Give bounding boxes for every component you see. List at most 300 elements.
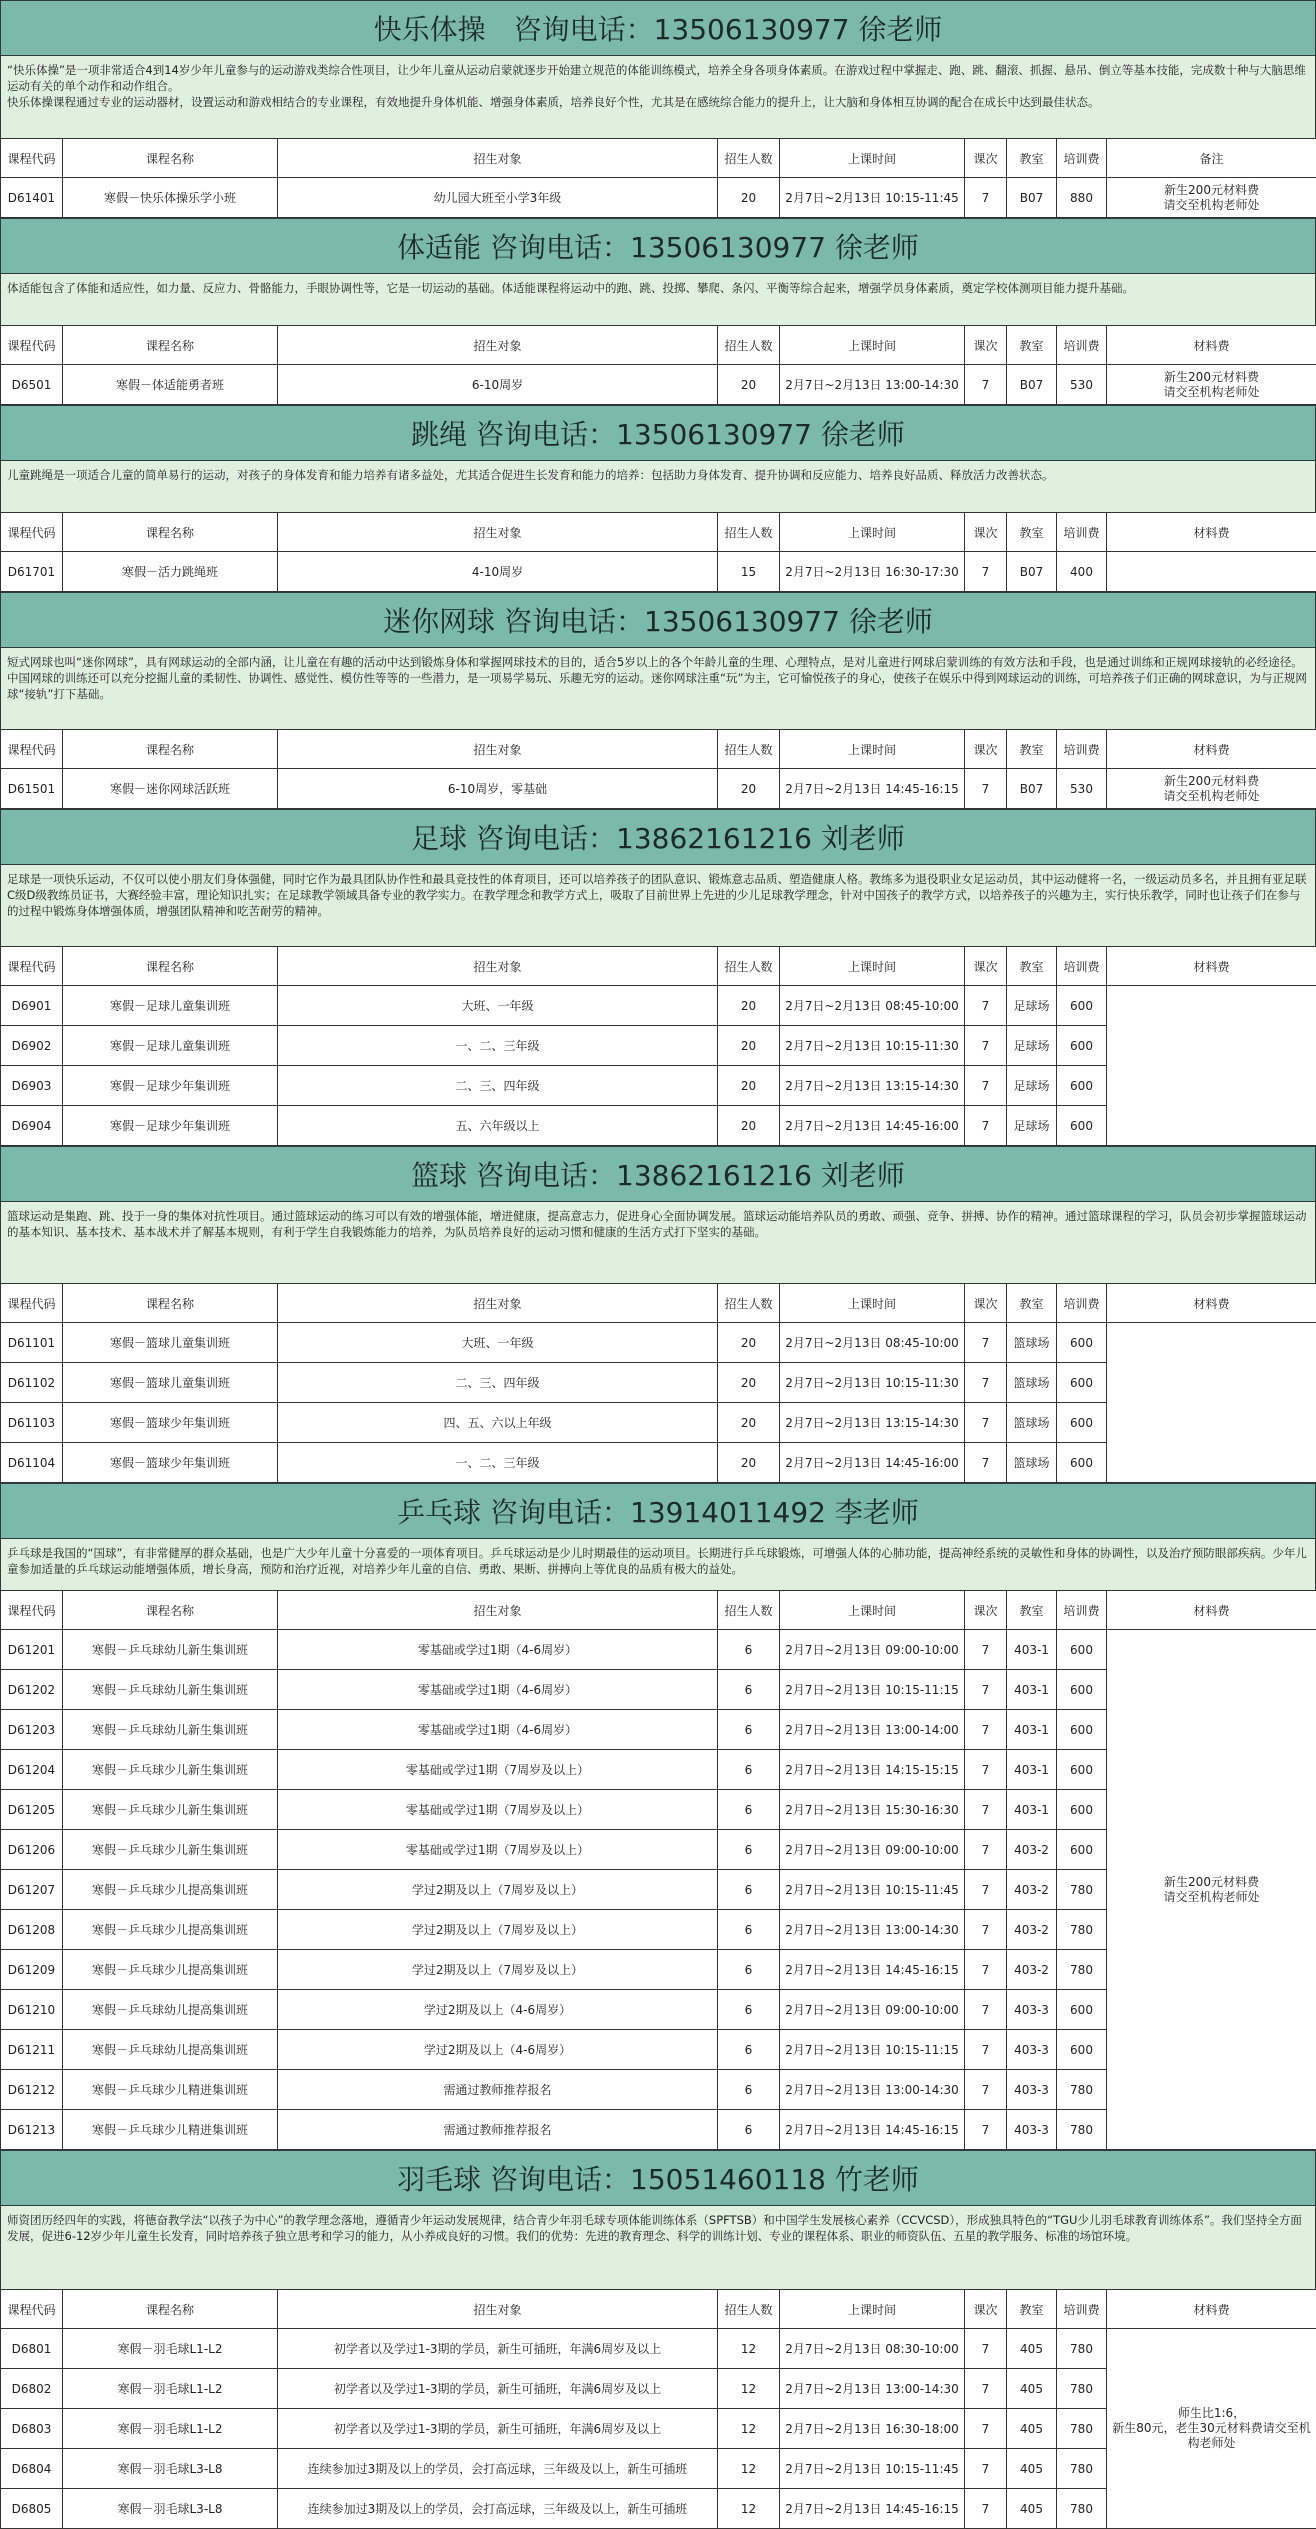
table-cell: 学过2期及以上（4-6周岁）	[278, 1990, 718, 2030]
table-cell: 6-10周岁	[278, 365, 718, 405]
table-cell: 20	[718, 1323, 780, 1363]
table-cell: 初学者以及学过1-3期的学员，新生可插班，年满6周岁及以上	[278, 2369, 718, 2409]
table-cell: 12	[718, 2489, 780, 2529]
table-cell: 403-3	[1007, 2110, 1057, 2150]
table-cell: 600	[1057, 986, 1107, 1026]
table-cell: 7	[965, 1026, 1007, 1066]
table-cell: 学过2期及以上（4-6周岁）	[278, 2030, 718, 2070]
table-cell: 7	[965, 1750, 1007, 1790]
table-cell: 7	[965, 1630, 1007, 1670]
table-cell: D6801	[1, 2329, 63, 2369]
table-cell: 2月7日~2月13日 10:15-11:45	[780, 2449, 965, 2489]
column-header: 招生对象	[278, 1284, 718, 1323]
column-header: 招生人数	[718, 947, 780, 986]
table-cell: 寒假－足球少年集训班	[63, 1066, 278, 1106]
table-cell: D61212	[1, 2070, 63, 2110]
column-header: 教室	[1007, 947, 1057, 986]
note-cell	[1107, 552, 1316, 592]
table-cell: 2月7日~2月13日 14:45-16:15	[780, 769, 965, 809]
section-description: 足球是一项快乐运动，不仅可以使小朋友们身体强健，同时它作为最具团队协作性和最具竞技性的体育项目，还可以培养孩子的团队意识、锻炼意志品质、塑造健康人格。教练多为退役职业女足运动员，其中运动健将一名，一级运动员多名，并且拥有亚足联C级D级教练员证书，大赛经验丰富，理论知识扎实；在足球教学领域具备专业的教学实力。在教学理念和教学方式上，吸取了目前世界上先进的少儿足球教学理念，针对中国孩子的教学方式，以培养孩子的兴趣为主，实行快乐教学，同时也让孩子们在参与的过程中锻炼身体增强体质，增强团队精神和吃苦耐劳的精神。	[0, 864, 1316, 946]
table-row	[1, 178, 1316, 218]
note-cell: 新生200元材料费 请交至机构老师处	[1107, 1630, 1316, 2150]
table-cell: D61104	[1, 1443, 63, 1483]
table-cell: 7	[965, 2030, 1007, 2070]
table-cell: 2月7日~2月13日 15:30-16:30	[780, 1790, 965, 1830]
table-row	[1, 769, 1316, 809]
column-header: 材料费	[1107, 730, 1316, 769]
column-header: 课次	[965, 730, 1007, 769]
table-cell: 7	[965, 365, 1007, 405]
table-cell: 寒假－乒乓球幼儿新生集训班	[63, 1710, 278, 1750]
table-cell: 12	[718, 2409, 780, 2449]
table-cell: 足球场	[1007, 1106, 1057, 1146]
column-header: 课程代码	[1, 326, 63, 365]
column-header: 招生对象	[278, 2290, 718, 2329]
table-cell: 7	[965, 178, 1007, 218]
section-title: 羽毛球 咨询电话：15051460118 竹老师	[0, 2150, 1316, 2205]
table-cell: 一、二、三年级	[278, 1443, 718, 1483]
table-cell: 6	[718, 1790, 780, 1830]
table-row	[1, 2329, 1316, 2369]
table-cell: 7	[965, 769, 1007, 809]
column-header: 培训费	[1057, 139, 1107, 178]
table-cell: 20	[718, 1403, 780, 1443]
table-cell: 寒假－羽毛球L3-L8	[63, 2489, 278, 2529]
table-cell: 7	[965, 552, 1007, 592]
table-header-row	[1, 2290, 1316, 2329]
column-header: 课程名称	[63, 139, 278, 178]
table-cell: 7	[965, 1323, 1007, 1363]
table-cell: 寒假－足球儿童集训班	[63, 1026, 278, 1066]
table-cell: 2月7日~2月13日 14:45-16:00	[780, 1443, 965, 1483]
column-header: 招生人数	[718, 513, 780, 552]
table-cell: 7	[965, 1990, 1007, 2030]
table-cell: 需通过教师推荐报名	[278, 2070, 718, 2110]
section-title: 乒乓球 咨询电话：13914011492 李老师	[0, 1483, 1316, 1538]
table-cell: 2月7日~2月13日 14:45-16:15	[780, 2489, 965, 2529]
table-cell: D61210	[1, 1990, 63, 2030]
table-cell: D61213	[1, 2110, 63, 2150]
table-cell: 403-3	[1007, 1990, 1057, 2030]
column-header: 课程名称	[63, 326, 278, 365]
table-cell: 2月7日~2月13日 09:00-10:00	[780, 1630, 965, 1670]
table-cell: 6	[718, 1910, 780, 1950]
table-cell: 20	[718, 769, 780, 809]
table-cell: 寒假－足球儿童集训班	[63, 986, 278, 1026]
column-header: 招生人数	[718, 326, 780, 365]
table-cell: 7	[965, 2329, 1007, 2369]
column-header: 材料费	[1107, 947, 1316, 986]
table-cell: 400	[1057, 552, 1107, 592]
table-cell: 2月7日~2月13日 13:00-14:30	[780, 2369, 965, 2409]
section-title: 体适能 咨询电话：13506130977 徐老师	[0, 218, 1316, 273]
table-cell: 寒假－足球少年集训班	[63, 1106, 278, 1146]
column-header: 课程代码	[1, 730, 63, 769]
table-row	[1, 365, 1316, 405]
table-cell: 寒假－乒乓球少儿精进集训班	[63, 2110, 278, 2150]
table-cell: 780	[1057, 1910, 1107, 1950]
table-cell: 7	[965, 1710, 1007, 1750]
table-row	[1, 1630, 1316, 1670]
table-cell: 6	[718, 1710, 780, 1750]
table-cell: 6	[718, 2070, 780, 2110]
column-header: 课次	[965, 513, 1007, 552]
table-cell: 7	[965, 2369, 1007, 2409]
column-header: 课程代码	[1, 2290, 63, 2329]
table-cell: 大班、一年级	[278, 986, 718, 1026]
column-header: 上课时间	[780, 947, 965, 986]
table-cell: 二、三、四年级	[278, 1066, 718, 1106]
table-cell: 2月7日~2月13日 08:45-10:00	[780, 986, 965, 1026]
table-cell: 足球场	[1007, 1066, 1057, 1106]
section-description: 体适能包含了体能和适应性，如力量、反应力、骨骼能力，手眼协调性等，它是一切运动的基础。体适能课程将运动中的跑、跳、投掷、攀爬、条闪、平衡等综合起来，增强学员身体素质，奠定学校体测项目能力提升基础。	[0, 273, 1316, 325]
table-cell: 2月7日~2月13日 14:15-15:15	[780, 1750, 965, 1790]
table-cell: 7	[965, 1363, 1007, 1403]
table-cell: 篮球场	[1007, 1323, 1057, 1363]
column-header: 招生对象	[278, 139, 718, 178]
table-cell: 780	[1057, 1870, 1107, 1910]
table-cell: 20	[718, 1363, 780, 1403]
table-cell: D61701	[1, 552, 63, 592]
table-cell: 寒假－羽毛球L1-L2	[63, 2409, 278, 2449]
column-header: 教室	[1007, 730, 1057, 769]
table-cell: 零基础或学过1期（7周岁及以上）	[278, 1830, 718, 1870]
column-header: 培训费	[1057, 513, 1107, 552]
table-cell: 20	[718, 986, 780, 1026]
table-cell: 15	[718, 552, 780, 592]
table-cell: B07	[1007, 178, 1057, 218]
column-header: 教室	[1007, 513, 1057, 552]
table-cell: 寒假－乒乓球幼儿提高集训班	[63, 2030, 278, 2070]
table-header-row	[1, 326, 1316, 365]
table-cell: 2月7日~2月13日 10:15-11:15	[780, 1670, 965, 1710]
column-header: 上课时间	[780, 513, 965, 552]
table-cell: 20	[718, 1106, 780, 1146]
note-cell	[1107, 986, 1316, 1146]
table-cell: 780	[1057, 2449, 1107, 2489]
table-cell: 2月7日~2月13日 08:45-10:00	[780, 1323, 965, 1363]
table-cell: D6804	[1, 2449, 63, 2489]
table-cell: 2月7日~2月13日 10:15-11:30	[780, 1363, 965, 1403]
table-cell: 寒假－羽毛球L1-L2	[63, 2329, 278, 2369]
table-cell: 12	[718, 2369, 780, 2409]
table-cell: D6802	[1, 2369, 63, 2409]
table-cell: 403-2	[1007, 1870, 1057, 1910]
column-header: 招生对象	[278, 1591, 718, 1630]
table-cell: 寒假－乒乓球少儿提高集训班	[63, 1910, 278, 1950]
table-cell: 7	[965, 2449, 1007, 2489]
table-cell: 零基础或学过1期（7周岁及以上）	[278, 1750, 718, 1790]
table-cell: B07	[1007, 365, 1057, 405]
table-cell: 405	[1007, 2369, 1057, 2409]
column-header: 招生人数	[718, 2290, 780, 2329]
table-cell: D6501	[1, 365, 63, 405]
table-cell: 7	[965, 2489, 1007, 2529]
table-cell: 7	[965, 1403, 1007, 1443]
table-cell: 一、二、三年级	[278, 1026, 718, 1066]
table-cell: 寒假－乒乓球少儿精进集训班	[63, 2070, 278, 2110]
section-description: “快乐体操”是一项非常适合4到14岁少年儿童参与的运动游戏类综合性项目，让少年儿童从运动启蒙就逐步开始建立规范的体能训练模式，培养全身各项身体素质。在游戏过程中掌握走、跑、跳、翻滚、抓握、悬吊、倒立等基本技能，完成数十种与大脑思维运动有关的单个动作和动作组合。 快乐体操课程通过专业的运动器材，设置运动和游戏相结合的专业课程，有效地提升身体机能、增强身体素质，培养良好个性，尤其是在感统综合能力的提升上，让大脑和身体相互协调的配合在成长中达到最佳状态。	[0, 55, 1316, 138]
table-header-row	[1, 139, 1316, 178]
column-header: 课程名称	[63, 1591, 278, 1630]
column-header: 材料费	[1107, 1284, 1316, 1323]
table-cell: 篮球场	[1007, 1443, 1057, 1483]
column-header: 课次	[965, 326, 1007, 365]
table-cell: D61501	[1, 769, 63, 809]
section-title: 迷你网球 咨询电话：13506130977 徐老师	[0, 592, 1316, 647]
table-cell: D61101	[1, 1323, 63, 1363]
table-cell: 寒假－乒乓球幼儿提高集训班	[63, 1990, 278, 2030]
column-header: 上课时间	[780, 1591, 965, 1630]
column-header: 招生对象	[278, 326, 718, 365]
table-cell: 6	[718, 1870, 780, 1910]
table-cell: 四、五、六以上年级	[278, 1403, 718, 1443]
table-cell: 600	[1057, 1830, 1107, 1870]
table-cell: 403-1	[1007, 1670, 1057, 1710]
table-cell: 寒假－篮球少年集训班	[63, 1443, 278, 1483]
table-cell: 405	[1007, 2489, 1057, 2529]
table-cell: 寒假－篮球儿童集训班	[63, 1323, 278, 1363]
column-header: 招生人数	[718, 1591, 780, 1630]
table-cell: 寒假－乒乓球幼儿新生集训班	[63, 1630, 278, 1670]
table-cell: 7	[965, 1910, 1007, 1950]
table-cell: 2月7日~2月13日 13:00-14:30	[780, 365, 965, 405]
course-table	[0, 2289, 1316, 2529]
table-cell: 2月7日~2月13日 13:15-14:30	[780, 1066, 965, 1106]
table-cell: 寒假－活力跳绳班	[63, 552, 278, 592]
table-cell: D61201	[1, 1630, 63, 1670]
table-cell: 五、六年级以上	[278, 1106, 718, 1146]
table-cell: D61207	[1, 1870, 63, 1910]
table-cell: 20	[718, 365, 780, 405]
table-cell: 600	[1057, 2030, 1107, 2070]
table-cell: 600	[1057, 1443, 1107, 1483]
table-cell: 寒假－乒乓球少儿新生集训班	[63, 1790, 278, 1830]
note-cell: 师生比1:6， 新生80元，老生30元材料费请交至机构老师处	[1107, 2329, 1316, 2529]
table-cell: 403-1	[1007, 1790, 1057, 1830]
column-header: 教室	[1007, 326, 1057, 365]
table-cell: 大班、一年级	[278, 1323, 718, 1363]
column-header: 教室	[1007, 2290, 1057, 2329]
column-header: 课次	[965, 947, 1007, 986]
table-cell: 780	[1057, 2489, 1107, 2529]
table-cell: 20	[718, 1066, 780, 1106]
table-cell: D61211	[1, 2030, 63, 2070]
table-cell: 寒假－体适能勇者班	[63, 365, 278, 405]
table-cell: 寒假－篮球儿童集训班	[63, 1363, 278, 1403]
table-cell: 6	[718, 1990, 780, 2030]
table-cell: 20	[718, 1443, 780, 1483]
table-cell: 6	[718, 1750, 780, 1790]
table-header-row	[1, 1591, 1316, 1630]
column-header: 招生对象	[278, 730, 718, 769]
table-cell: D6904	[1, 1106, 63, 1146]
column-header: 材料费	[1107, 513, 1316, 552]
table-cell: 寒假－羽毛球L1-L2	[63, 2369, 278, 2409]
column-header: 上课时间	[780, 2290, 965, 2329]
section-title: 篮球 咨询电话：13862161216 刘老师	[0, 1146, 1316, 1201]
table-cell: 足球场	[1007, 1026, 1057, 1066]
table-cell: 403-3	[1007, 2070, 1057, 2110]
table-cell: 2月7日~2月13日 13:00-14:30	[780, 2070, 965, 2110]
table-cell: 二、三、四年级	[278, 1363, 718, 1403]
table-cell: B07	[1007, 552, 1057, 592]
column-header: 课程代码	[1, 1284, 63, 1323]
table-cell: 780	[1057, 2329, 1107, 2369]
column-header: 培训费	[1057, 947, 1107, 986]
table-cell: 寒假－乒乓球少儿提高集训班	[63, 1950, 278, 1990]
table-header-row	[1, 947, 1316, 986]
table-cell: 学过2期及以上（7周岁及以上）	[278, 1950, 718, 1990]
course-table	[0, 325, 1316, 405]
table-cell: 403-2	[1007, 1950, 1057, 1990]
table-header-row	[1, 513, 1316, 552]
table-cell: 寒假－乒乓球少儿提高集训班	[63, 1870, 278, 1910]
table-cell: 7	[965, 1670, 1007, 1710]
note-cell: 新生200元材料费 请交至机构老师处	[1107, 769, 1316, 809]
table-cell: 寒假－乒乓球少儿新生集训班	[63, 1750, 278, 1790]
table-cell: 405	[1007, 2409, 1057, 2449]
column-header: 课程名称	[63, 2290, 278, 2329]
table-cell: 780	[1057, 2070, 1107, 2110]
column-header: 培训费	[1057, 1284, 1107, 1323]
table-cell: 403-2	[1007, 1830, 1057, 1870]
table-cell: 7	[965, 2070, 1007, 2110]
table-cell: 405	[1007, 2449, 1057, 2489]
column-header: 招生对象	[278, 947, 718, 986]
table-cell: 530	[1057, 365, 1107, 405]
table-cell: 12	[718, 2329, 780, 2369]
table-cell: 880	[1057, 178, 1107, 218]
table-cell: 足球场	[1007, 986, 1057, 1026]
table-cell: D6803	[1, 2409, 63, 2449]
table-cell: D61202	[1, 1670, 63, 1710]
table-cell: D61103	[1, 1403, 63, 1443]
column-header: 课程名称	[63, 947, 278, 986]
table-cell: 6	[718, 1830, 780, 1870]
table-cell: D61206	[1, 1830, 63, 1870]
table-cell: 6	[718, 2030, 780, 2070]
note-cell	[1107, 1323, 1316, 1483]
column-header: 备注	[1107, 139, 1316, 178]
table-cell: 780	[1057, 2409, 1107, 2449]
table-cell: 零基础或学过1期（4-6周岁）	[278, 1670, 718, 1710]
table-cell: 7	[965, 1870, 1007, 1910]
table-cell: 2月7日~2月13日 13:00-14:00	[780, 1710, 965, 1750]
table-cell: 7	[965, 2409, 1007, 2449]
table-cell: 7	[965, 1790, 1007, 1830]
column-header: 培训费	[1057, 730, 1107, 769]
table-cell: 2月7日~2月13日 16:30-17:30	[780, 552, 965, 592]
table-cell: 学过2期及以上（7周岁及以上）	[278, 1910, 718, 1950]
table-cell: D61208	[1, 1910, 63, 1950]
table-cell: 600	[1057, 1323, 1107, 1363]
table-header-row	[1, 1284, 1316, 1323]
table-cell: 2月7日~2月13日 10:15-11:30	[780, 1026, 965, 1066]
table-header-row	[1, 730, 1316, 769]
table-cell: 600	[1057, 1790, 1107, 1830]
column-header: 招生人数	[718, 139, 780, 178]
column-header: 培训费	[1057, 2290, 1107, 2329]
table-cell: 6-10周岁，零基础	[278, 769, 718, 809]
table-cell: 2月7日~2月13日 08:30-10:00	[780, 2329, 965, 2369]
column-header: 教室	[1007, 139, 1057, 178]
section-description: 儿童跳绳是一项适合儿童的简单易行的运动，对孩子的身体发育和能力培养有诸多益处，尤其适合促进生长发育和能力的培养：包括助力身体发育、提升协调和反应能力、培养良好品质、释放活力改善状态。	[0, 460, 1316, 512]
table-cell: 20	[718, 1026, 780, 1066]
column-header: 材料费	[1107, 2290, 1316, 2329]
table-cell: D61401	[1, 178, 63, 218]
column-header: 课程代码	[1, 139, 63, 178]
column-header: 招生人数	[718, 1284, 780, 1323]
table-cell: 篮球场	[1007, 1403, 1057, 1443]
column-header: 课程代码	[1, 947, 63, 986]
table-cell: 零基础或学过1期（4-6周岁）	[278, 1710, 718, 1750]
column-header: 上课时间	[780, 1284, 965, 1323]
section-description: 短式网球也叫“迷你网球”，具有网球运动的全部内涵，让儿童在有趣的活动中达到锻炼身体和掌握网球技术的目的，适合5岁以上的各个年龄儿童的生理、心理特点，是对儿童进行网球启蒙训练的有效方法和手段，也是通过训练和正规网球接轨的必经途径。中国网球的训练还可以充分挖掘儿童的柔韧性、协调性、感觉性、模仿性等等的一些潜力，是一项易学易玩、乐趣无穷的运动。迷你网球注重“玩”为主，它可愉悦孩子的身心，使孩子在娱乐中得到网球运动的训练，可培养孩子们正确的网球意识，为与正规网球“接轨”打下基础。	[0, 647, 1316, 729]
table-cell: 6	[718, 2110, 780, 2150]
course-table	[0, 138, 1316, 218]
table-cell: D6901	[1, 986, 63, 1026]
table-cell: 幼儿园大班至小学3年级	[278, 178, 718, 218]
section-description: 乒乓球是我国的“国球”，有非常健厚的群众基础，也是广大少年儿童十分喜爱的一项体育项目。乒乓球运动是少儿时期最佳的运动项目。长期进行乒乓球锻炼，可增强人体的心肺功能，提高神经系统的灵敏性和身体的协调性，以及治疗预防眼部疾病。少年儿童参加适量的乒乓球运动能增强体质，增长身高，预防和治疗近视，对培养少年儿童的自信、勇敢、果断、拼搏向上等优良的品质有极大的益处。	[0, 1538, 1316, 1590]
column-header: 材料费	[1107, 326, 1316, 365]
table-cell: 600	[1057, 1990, 1107, 2030]
table-cell: 600	[1057, 1670, 1107, 1710]
column-header: 培训费	[1057, 1591, 1107, 1630]
table-cell: 403-1	[1007, 1750, 1057, 1790]
course-table	[0, 1283, 1316, 1483]
table-cell: 6	[718, 1630, 780, 1670]
table-cell: B07	[1007, 769, 1057, 809]
column-header: 招生对象	[278, 513, 718, 552]
table-cell: 7	[965, 986, 1007, 1026]
table-cell: 2月7日~2月13日 10:15-11:45	[780, 1870, 965, 1910]
table-cell: 600	[1057, 1630, 1107, 1670]
table-cell: 2月7日~2月13日 14:45-16:15	[780, 2110, 965, 2150]
table-cell: 530	[1057, 769, 1107, 809]
column-header: 课次	[965, 1284, 1007, 1323]
table-cell: 初学者以及学过1-3期的学员，新生可插班，年满6周岁及以上	[278, 2409, 718, 2449]
table-cell: D61209	[1, 1950, 63, 1990]
table-cell: 780	[1057, 2110, 1107, 2150]
table-cell: 2月7日~2月13日 14:45-16:00	[780, 1106, 965, 1146]
table-cell: 连续参加过3期及以上的学员，会打高远球，三年级及以上，新生可插班	[278, 2489, 718, 2529]
table-row	[1, 1323, 1316, 1363]
table-cell: D6903	[1, 1066, 63, 1106]
table-cell: 寒假－乒乓球幼儿新生集训班	[63, 1670, 278, 1710]
section-description: 篮球运动是集跑、跳、投于一身的集体对抗性项目。通过篮球运动的练习可以有效的增强体能，增进健康，提高意志力，促进身心全面协调发展。篮球运动能培养队员的勇敢、顽强、竞争、拼搏、协作的精神。通过篮球课程的学习，队员会初步掌握篮球运动的基本知识、基本技术、基本战术并了解基本规则，有利于学生自我锻炼能力的培养，为队员培养良好的运动习惯和健康的生活方式打下坚实的基础。	[0, 1201, 1316, 1283]
table-cell: 7	[965, 1106, 1007, 1146]
table-cell: 零基础或学过1期（4-6周岁）	[278, 1630, 718, 1670]
table-cell: 12	[718, 2449, 780, 2489]
table-cell: 600	[1057, 1403, 1107, 1443]
column-header: 课次	[965, 1591, 1007, 1630]
table-cell: 403-1	[1007, 1710, 1057, 1750]
course-table	[0, 946, 1316, 1146]
column-header: 教室	[1007, 1284, 1057, 1323]
column-header: 课程名称	[63, 730, 278, 769]
section-title: 快乐体操 咨询电话：13506130977 徐老师	[0, 0, 1316, 55]
table-cell: 2月7日~2月13日 14:45-16:15	[780, 1950, 965, 1990]
section-title: 足球 咨询电话：13862161216 刘老师	[0, 809, 1316, 864]
table-cell: 零基础或学过1期（7周岁及以上）	[278, 1790, 718, 1830]
table-cell: 7	[965, 1066, 1007, 1106]
table-cell: 6	[718, 1950, 780, 1990]
table-cell: D6805	[1, 2489, 63, 2529]
column-header: 课程代码	[1, 513, 63, 552]
table-cell: 2月7日~2月13日 10:15-11:15	[780, 2030, 965, 2070]
column-header: 招生人数	[718, 730, 780, 769]
